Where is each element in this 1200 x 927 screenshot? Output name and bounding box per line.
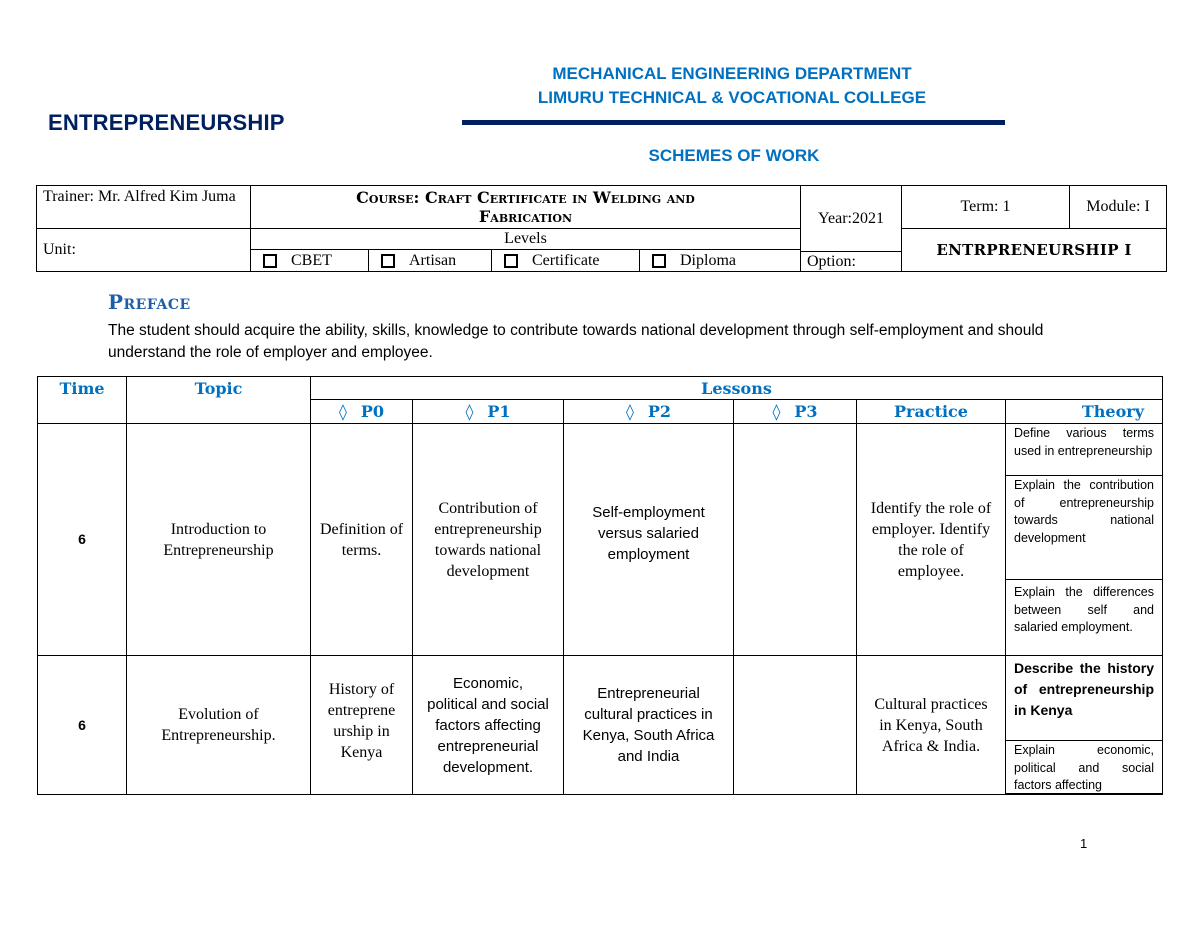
year-cell: [801, 186, 902, 252]
table-row-2-practice: [856, 655, 1006, 795]
header-lessons-label: Lessons: [701, 378, 772, 398]
header-theory-label: Theory: [1081, 402, 1144, 421]
theory-text: Explain the differences between self and salaried employment.: [1014, 585, 1154, 634]
table-row-1-p0: [310, 423, 413, 656]
unit-name-cell: [902, 229, 1166, 271]
header-p1-label: P1: [487, 402, 511, 421]
subject-title: ENTREPRENEURSHIP: [48, 110, 285, 135]
department-header: [462, 62, 1002, 110]
trainer-name: Trainer: Mr. Alfred Kim Juma: [43, 188, 236, 205]
p0-text: History of entreprene urship in Kenya: [327, 681, 396, 761]
table-row-1-theory-1: [1005, 423, 1163, 476]
p2-text: Self-employment versus salaried employment: [592, 504, 705, 563]
table-row-1-p1: [412, 423, 564, 656]
level-certificate-label: Certificate: [532, 251, 600, 269]
page-number: 1: [1080, 836, 1088, 851]
header-p0: [310, 399, 413, 424]
p0-text: Definition of terms.: [319, 520, 404, 559]
theory-text: Define various terms used in entrepreneurship: [1014, 426, 1154, 458]
time-value: 6: [78, 531, 86, 547]
levels-label: Levels: [504, 230, 547, 247]
college-name: LIMURU TECHNICAL & VOCATIONAL COLLEGE: [537, 88, 927, 107]
table-row-1-topic: [126, 423, 311, 656]
course-cell: [251, 186, 801, 229]
table-row-2-p0: [310, 655, 413, 795]
header-topic: [126, 376, 311, 424]
table-row-1-time: [37, 423, 127, 656]
level-certificate[interactable]: [492, 250, 640, 271]
table-row-2-topic: [126, 655, 311, 795]
year-value: Year:2021: [818, 209, 884, 227]
theory-text: Explain the contribution of entrepreneurship towards national development: [1014, 478, 1154, 545]
topic-text: Introduction to Entrepreneurship: [163, 520, 274, 559]
table-row-2-p3: [733, 655, 857, 795]
practice-text: Identify the role of employer. Identify the role of employee.: [870, 499, 992, 580]
level-artisan-label: Artisan: [409, 251, 457, 269]
preface-text: The student should acquire the ability, skills, knowledge to contribute towards national development through self-employment and should understand the role of employer and employee.: [108, 322, 1044, 361]
table-row-1-theory-3: [1005, 579, 1163, 656]
level-diploma[interactable]: [640, 250, 801, 271]
header-theory: [1005, 399, 1163, 424]
lessons-table: [37, 376, 1163, 795]
module-value: Module: I: [1086, 198, 1150, 215]
trainer-cell: [37, 186, 251, 229]
topic-text: Evolution of Entrepreneurship.: [161, 706, 276, 744]
table-row-1-theory-2: [1005, 475, 1163, 580]
level-artisan[interactable]: [369, 250, 492, 271]
checkbox-icon[interactable]: [381, 254, 395, 268]
p1-text: Contribution of entrepreneurship towards national development: [434, 499, 542, 580]
option-cell: [801, 252, 902, 271]
header-practice-label: Practice: [894, 402, 968, 421]
header-p1: [412, 399, 564, 424]
course-info-table: [36, 185, 1167, 272]
header-time: [37, 376, 127, 424]
unit-label: Unit:: [43, 241, 76, 258]
document-type: SCHEMES OF WORK: [648, 146, 820, 165]
header-p2-label: P2: [647, 402, 672, 421]
header-time-label: Time: [59, 379, 105, 398]
table-row-2-time: [37, 655, 127, 795]
table-row-2-theory-2: [1005, 740, 1163, 795]
module-cell: [1070, 186, 1166, 229]
diamond-icon: ◊: [338, 402, 347, 421]
table-row-1-p2: [563, 423, 734, 656]
checkbox-icon[interactable]: [652, 254, 666, 268]
unit-cell: [37, 229, 251, 271]
preface-heading: Preface: [108, 290, 191, 314]
course-name: Course: Craft Certificate in Welding and Fabrication: [356, 188, 695, 226]
term-cell: [902, 186, 1070, 229]
table-row-1-p3: [733, 423, 857, 656]
levels-header-cell: [251, 229, 801, 250]
term-value: Term: 1: [960, 198, 1011, 215]
table-row-1-practice: [856, 423, 1006, 656]
practice-text: Cultural practices in Kenya, South Africa & India.: [874, 695, 988, 755]
option-label: Option:: [807, 252, 856, 270]
checkbox-icon[interactable]: [263, 254, 277, 268]
p1-text: Economic, political and social factors affecting entrepreneurial development.: [427, 674, 549, 776]
diamond-icon: ◊: [625, 402, 634, 421]
table-row-2-p1: [412, 655, 564, 795]
header-p3-label: P3: [794, 402, 818, 421]
checkbox-icon[interactable]: [504, 254, 518, 268]
table-row-2-theory-1: [1005, 655, 1163, 741]
department-name: MECHANICAL ENGINEERING DEPARTMENT: [552, 64, 912, 83]
diamond-icon: ◊: [465, 402, 474, 421]
header-p3: [733, 399, 857, 424]
p2-text: Entrepreneurial cultural practices in Kenya, South Africa and India: [582, 685, 715, 765]
header-p0-label: P0: [360, 402, 385, 421]
time-value: 6: [78, 716, 86, 733]
header-divider: [462, 120, 1005, 125]
header-p2: [563, 399, 734, 424]
header-topic-label: Topic: [194, 379, 243, 398]
header-lessons: [310, 376, 1163, 400]
diamond-icon: ◊: [772, 402, 781, 421]
level-cbet-label: CBET: [291, 251, 332, 269]
header-practice: [856, 399, 1006, 424]
theory-text: Explain economic, political and social factors affecting: [1014, 743, 1154, 792]
theory-text: Describe the history of entrepreneurship in Kenya: [1014, 660, 1154, 718]
unit-name: ENTRPRENEURSHIP I: [936, 241, 1132, 259]
level-diploma-label: Diploma: [680, 251, 736, 269]
table-row-2-p2: [563, 655, 734, 795]
level-cbet[interactable]: [251, 250, 369, 271]
